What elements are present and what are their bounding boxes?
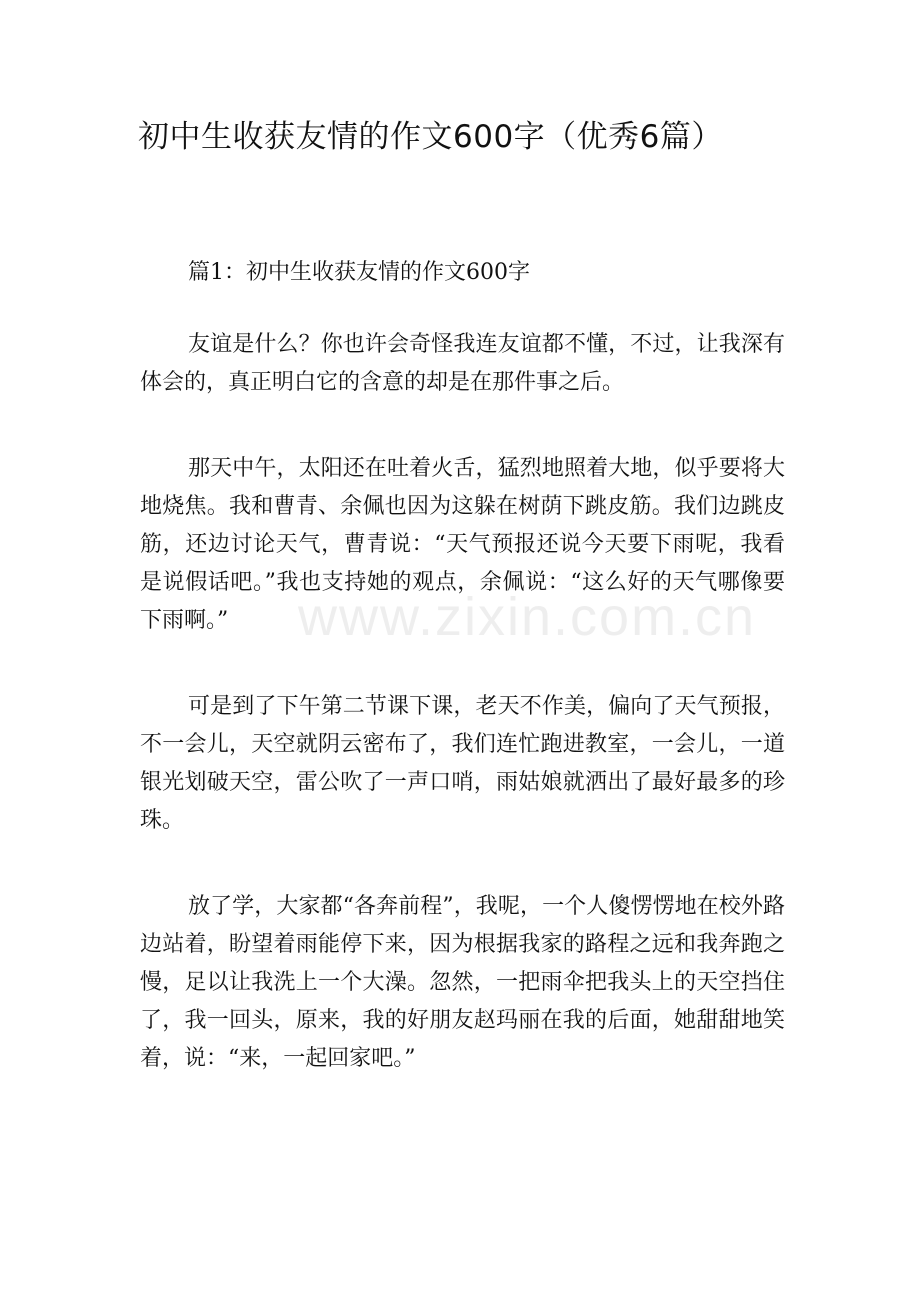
paragraph-1: 友谊是什么？你也许会奇怪我连友谊都不懂，不过，让我深有体会的，真正明白它的含意的却是在那件事之后。 [140,332,785,395]
paragraph-3: 可是到了下午第二节课下课，老天不作美，偏向了天气预报，不一会儿，天空就阴云密布了，我们连忙跑进教室，一会儿，一道银光划破天空，雷公吹了一声口哨，雨姑娘就洒出了最好最多的珍珠。 [140,694,785,833]
article-body [140,254,785,1126]
page-title: 初中生收获友情的作文600字（优秀6篇） [138,119,723,155]
paragraph-2: 那天中午，太阳还在吐着火舌，猛烈地照着大地，似乎要将大地烧焦。我和曹青、余佩也因为这躲在树荫下跳皮筋。我们边跳皮筋，还边讨论天气，曹青说：“天气预报还说今天要下雨呢，我看是说假话吧。”我也支持她的观点，余佩说：“这么好的天气哪像要下雨啊。” [140,456,785,633]
paragraph-4: 放了学，大家都“各奔前程”，我呢，一个人傻愣愣地在校外路边站着，盼望着雨能停下来，因为根据我家的路程之远和我奔跑之慢，足以让我洗上一个大澡。忽然，一把雨伞把我头上的天空挡住了，我一回头，原来，我的好朋友赵玛丽在我的后面，她甜甜地笑着，说：“来，一起回家吧。” [140,894,785,1071]
watermark: www.zixin.com.cn [298,587,757,647]
section-heading: 篇1：初中生收获友情的作文600字 [188,260,530,285]
